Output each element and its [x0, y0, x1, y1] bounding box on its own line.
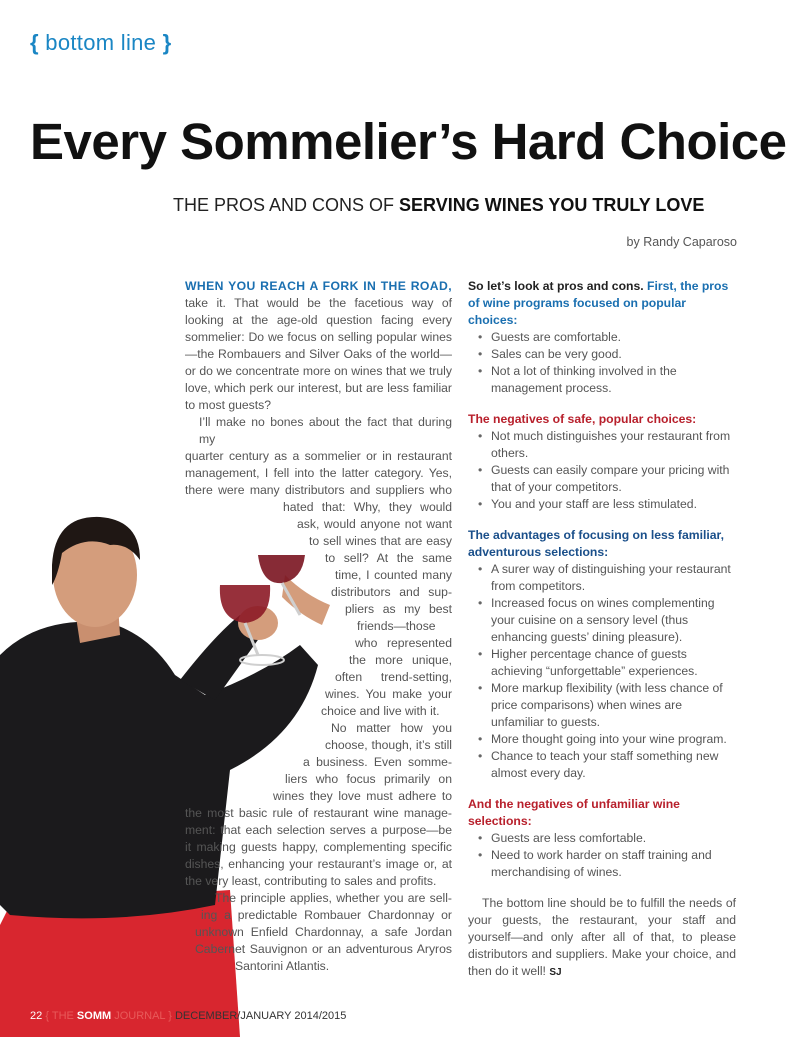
article-title: Every Sommelier’s Hard Choice [30, 113, 787, 170]
text-line: time, I counted many [335, 568, 452, 582]
byline: by Randy Caparoso [626, 235, 737, 249]
text-line: management, I fell into the latter category. Yes, [185, 466, 452, 480]
paragraph-2 [185, 414, 452, 720]
text-line: ment: that each selection serves a purpose—be [185, 823, 452, 837]
text-line: Santorini Atlantis. [235, 959, 330, 973]
list-item: • Not a lot of thinking involved in the management process. [468, 363, 736, 397]
list-item: • Not much distinguishes your restaurant from others. [468, 428, 736, 462]
pub-bold: SOMM [76, 1010, 112, 1022]
subtitle-pre: THE PROS AND CONS OF [173, 195, 400, 215]
neg-popular-list [468, 428, 736, 513]
paragraph-1 [185, 278, 452, 414]
closing-text: The bottom line should be to fulfill the needs of your guests, the restaurant, your staff and yourself—and only after all of that, to please distributors and suppliers. Make your choice, and then do it well! [468, 896, 736, 978]
lead-in: WHEN YOU REACH A FORK IN THE ROAD, [185, 279, 452, 293]
right-column [468, 278, 736, 981]
paragraph-3 [185, 720, 452, 890]
text-line: it making guests happy, complementing specific [185, 840, 452, 854]
paragraph-1-text: take it. That would be the facetious way of looking at the age-old question facing every sommelier: Do we focus on selling popular wines—the Rombauers and Silver Oaks of the world—or do we concentrate more on wines that we truly love, which perk our interest, but are less familiar to most guests? [185, 296, 452, 412]
text-line: a business. Even somme- [303, 755, 452, 769]
text-line: I’ll make no bones about the fact that during my [199, 415, 452, 446]
pub-pre: THE [51, 1010, 77, 1022]
list-item: • A surer way of distinguishing your restaurant from competitors. [468, 561, 736, 595]
text-line: distributors and sup- [331, 585, 452, 599]
text-line: to sell? At the same [325, 551, 452, 565]
text-line: friends—those [357, 619, 436, 633]
page-number: 22 [30, 1010, 43, 1022]
subtitle-bold: SERVING WINES YOU TRULY LOVE [399, 195, 705, 215]
text-line: dishes, enhancing your restaurant’s image or, at [185, 857, 452, 871]
list-item: • Higher percentage chance of guests achieving “unforgettable” experiences. [468, 646, 736, 680]
text-line: hated that: Why, they would [283, 500, 452, 514]
pros-popular-list [468, 329, 736, 397]
text-line: ing a predictable Rombauer Chardonnay or [201, 908, 452, 922]
list-item: • More thought going into your wine program. [468, 731, 736, 748]
list-item: • Sales can be very good. [468, 346, 736, 363]
list-item: • Increased focus on wines complementing your cuisine on a sensory level (thus enhancing guests’ dining pleasure). [468, 595, 736, 646]
text-line: liers who focus primarily on [285, 772, 452, 786]
list-item: • You and your staff are less stimulated. [468, 496, 736, 513]
left-column [185, 278, 452, 975]
list-item: • Guests are comfortable. [468, 329, 736, 346]
neg-unfamiliar-list [468, 830, 736, 881]
list-item: • More markup flexibility (with less chance of price comparisons) when wines are unfamiliar to guests. [468, 680, 736, 731]
list-item: • Guests are less comfortable. [468, 830, 736, 847]
pub-post: JOURNAL [111, 1010, 166, 1022]
text-line: the very least, contributing to sales and profits. [185, 874, 437, 888]
section-label [30, 30, 172, 56]
list-item: • Guests can easily compare your pricing with that of your competitors. [468, 462, 736, 496]
closing-paragraph [468, 895, 736, 981]
paragraph-4 [185, 890, 452, 975]
text-line: Cabernet Sauvignon or an adventurous Aryros [195, 942, 452, 956]
footer-brace-open: { [45, 1010, 49, 1022]
text-line: choice and live with it. [321, 704, 440, 718]
text-line: quarter century as a sommelier or in restaurant [185, 449, 452, 463]
section-label-text: bottom line [45, 30, 157, 55]
page-footer [30, 1010, 346, 1022]
text-line: to sell wines that are easy [309, 534, 452, 548]
text-line: the more unique, [349, 653, 452, 667]
text-line: there were many distributors and suppliers who [185, 483, 452, 497]
list-item: • Chance to teach your staff something new almost every day. [468, 748, 736, 782]
footer-brace-close: } [168, 1010, 172, 1022]
adv-heading: The advantages of focusing on less familiar, adventurous selections: [468, 528, 725, 559]
intro-dark: So let’s look at pros and cons. [468, 279, 644, 293]
text-line: The principle applies, whether you are sell- [215, 891, 452, 905]
text-line: pliers as my best [345, 602, 452, 616]
text-line: ask, would anyone not want [297, 517, 452, 531]
intro-paragraph [468, 278, 736, 329]
text-line: the most basic rule of restaurant wine manage- [185, 806, 452, 820]
neg-unfamiliar-heading: And the negatives of unfamiliar wine selections: [468, 797, 680, 828]
text-line: wines they love must adhere to [273, 789, 452, 803]
brace-close: } [162, 30, 172, 55]
list-item: • Need to work harder on staff training and merchandising of wines. [468, 847, 736, 881]
text-line: unknown Enfield Chardonnay, a safe Jordan [195, 925, 452, 939]
end-mark: SJ [549, 967, 562, 978]
neg-popular-heading: The negatives of safe, popular choices: [468, 412, 697, 426]
text-line: who represented [355, 636, 452, 650]
advantages-list [468, 561, 736, 782]
text-line: choose, though, it’s still [325, 738, 452, 752]
text-line: often trend-setting, [335, 670, 452, 684]
issue-date: DECEMBER/JANUARY 2014/2015 [174, 1010, 347, 1022]
text-line: No matter how you [331, 721, 452, 735]
article-subtitle [173, 195, 704, 216]
brace-open: { [30, 30, 39, 55]
intro-blue: First, the pros of wine programs focused on popular choices: [468, 279, 729, 327]
text-line: wines. You make your [325, 687, 452, 701]
